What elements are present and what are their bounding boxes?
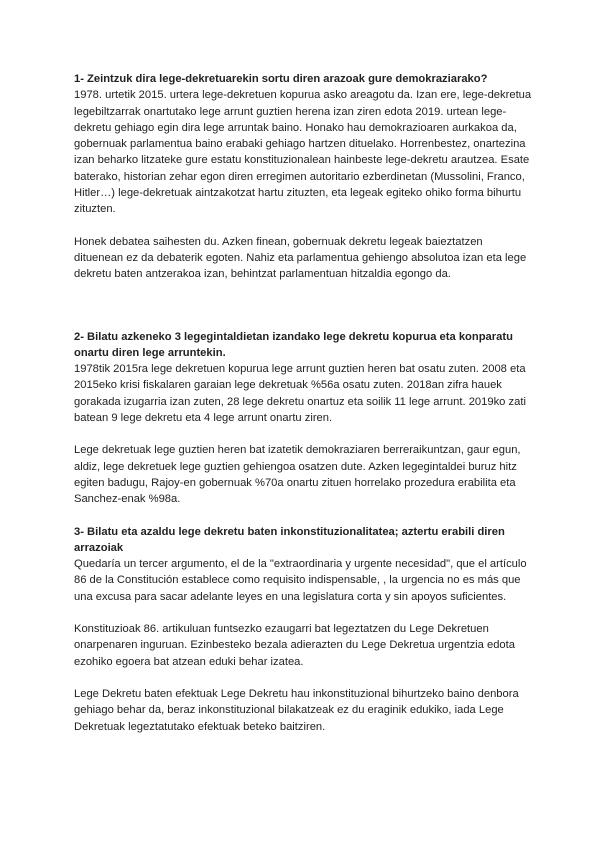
question-3: 3- Bilatu eta azaldu lege dekretu baten inkonstituzionalitatea; aztertu erabili diren arrazoiak xyxy=(74,525,505,554)
answer-2-paragraph-1: 1978tik 2015ra lege dekretuen kopurua lege arrunt guztien heren bat osatu zuten. 2008 eta 2015eko krisi fiskalaren garaian lege dekretuak %56a osatu zuten. 2018an zifra hauek gorakada izugarria izan zuten, 28 lege dekretu onartuz eta soilik 11 lege arrunt. 2019ko zati batean 9 lege dekretu eta 4 lege arrunt onartu ziren. xyxy=(74,363,526,425)
question-1: 1- Zeintzuk dira lege-dekretuarekin sortu diren arazoak gure demokraziarako? xyxy=(74,73,488,85)
answer-3-paragraph-1: Quedaría un tercer argumento, el de la "extraordinaria y urgente necesidad", que el artículo 86 de la Constitución establece como requisito indispensable, , la urgencia no es más que una excusa para sacar adelante leyes en una legislatura corta y sin apoyos suficientes. xyxy=(74,558,527,603)
document-body xyxy=(74,71,534,735)
question-2: 2- Bilatu azkeneko 3 legegintaldietan izandako lege dekretu kopurua eta konparatu onartu diren lege arruntekin. xyxy=(74,330,513,359)
answer-3-paragraph-3: Lege Dekretu baten efektuak Lege Dekretu hau inkonstituzional bihurtzeko baino denbora gehiago behar da, beraz inkonstituzional bilakatzeak ez du eraginik edukiko, iada Lege Dekretuak legeztatutako efektuak beteko baitziren. xyxy=(74,687,519,733)
answer-2-paragraph-2: Lege dekretuak lege guztien heren bat izatetik demokraziaren berreraikuntzan, gaur egun, aldiz, lege dekretuek lege guztien gehiengoa osatzen dute. Azken legegintaldei buruz hitz egiten badugu, Rajoy-en gobernuak %70a onartu zituen horrelako prozedura erabilita eta Sanchez-enak %98a. xyxy=(74,444,521,506)
answer-3-paragraph-2: Konstituzioak 86. artikuluan funtsezko ezaugarri bat legeztatzen du Lege Dekretuen onarpenaren inguruan. Ezinbesteko bezala adierazten du Lege Dekretua urgentzia edota ezohiko egoera bat atzean eduki behar izatea. xyxy=(74,623,515,668)
answer-1-paragraph-2: Honek debatea saihesten du. Azken finean, gobernuak dekretu legeak baieztatzen dituenean ez da debaterik egoten. Nahiz eta parlamentua gehiengo absolutoa izan eta lege dekretu baten antzerakoa izan, behintzat parlamentuan hitzaldia egongo da. xyxy=(74,235,527,281)
answer-1-paragraph-1: 1978. urtetik 2015. urtera lege-dekretuen kopurua asko areagotu da. Izan ere, lege-dekretua legebiltzarrak onartutako lege arrunt guztien herena izan ziren edota 2019. urtean lege-dekretu gehiago egin dira lege arruntak baino. Honako hau demokrazioaren aurkakoa da, gobernuak parlamentua baino erabaki gehiago hartzen dituelako. Horrenbestez, onartezina izan beharko litzateke gure estatu konstituzionalean hainbeste lege-dekretu arautzea. Esate baterako, historian zehar egon diren erregimen autoritario ezberdinetan (Mussolini, Franco, Hitler…) lege-dekretuak aintzakotzat hartu zituzten, eta legeak egiteko ohiko forma bihurtu zituzten. xyxy=(74,89,532,216)
